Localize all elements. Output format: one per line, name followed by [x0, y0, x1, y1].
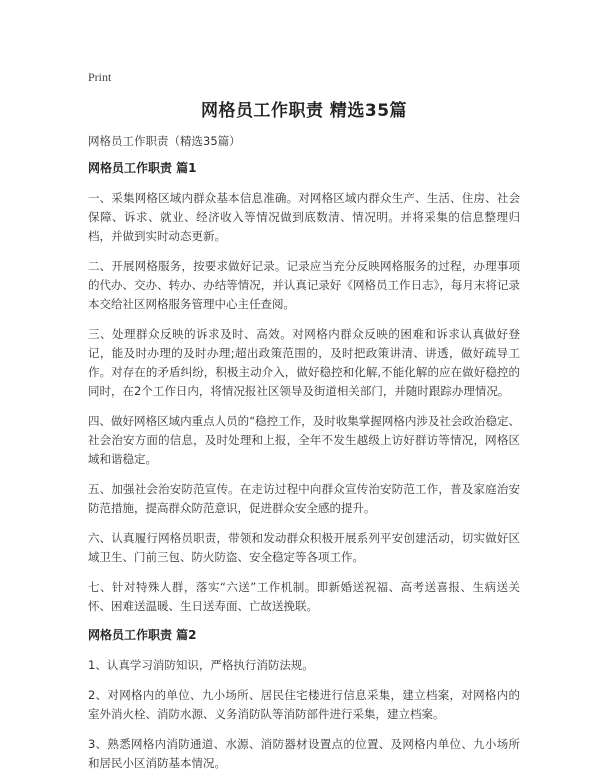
paragraph: 六、认真履行网格员职责，带领和发动群众积极开展系列平安创建活动，切实做好区域卫生、门前三包、防火防盗、安全稳定等各项工作。	[88, 531, 520, 564]
section-heading: 网格员工作职责 篇2	[88, 628, 197, 642]
paragraph: 二、开展网格服务，按要求做好记录。记录应当充分反映网格服务的过程，办理事项的代办、交办、转办、办结等情况，并认真记录好《网格员工作日志》，每月末将记录本交给社区网格服务管理中心主任查阅。	[88, 259, 520, 311]
document-body	[88, 160, 520, 784]
paragraph: 五、加强社会治安防范宣传。在走访过程中向群众宣传治安防范工作，普及家庭治安防范措施，提高群众防范意识，促进群众安全感的提升。	[88, 482, 520, 515]
paragraph: 四、做好网格区域内重点人员的“稳控工作，及时收集掌握网格内涉及社会政治稳定、社会治安方面的信息，及时处理和上报，全年不发生越级上访好群访等情况，网格区域和谐稳定。	[88, 414, 520, 466]
paragraph: 2、对网格内的单位、九小场所、居民住宅楼进行信息采集，建立档案，对网格内的室外消火栓、消防水源、义务消防队等消防部件进行采集，建立档案。	[88, 688, 520, 721]
document-title: 网格员工作职责 精选35篇	[200, 101, 408, 121]
section-1	[88, 160, 520, 616]
document-subtitle: 网格员工作职责（精选35篇）	[88, 134, 241, 148]
paragraph: 1、认真学习消防知识，严格执行消防法规。	[88, 658, 314, 672]
paragraph: 3、熟悉网格内消防通道、水源、消防器材设置点的位置、及网格内单位、九小场所和居民小区消防基本情况。	[88, 737, 520, 770]
print-link[interactable]: Print	[88, 70, 112, 84]
paragraph: 三、处理群众反映的诉求及时、高效。对网格内群众反映的困难和诉求认真做好登记，能及时办理的及时办理;超出政策范围的，及时把政策讲清、讲透，做好疏导工作。对存在的矛盾纠纷，积极主动介入，做好稳控和化解,不能化解的应在做好稳控的同时，在2个工作日内，将情况报社区领导及街道相关部门，并随时跟踪办理情况。	[88, 327, 520, 398]
section-2	[88, 627, 520, 773]
paragraph: 七、针对特殊人群，落实“六送”工作机制。即新婚送祝福、高考送喜报、生病送关怀、困难送温暖、生日送寿面、亡故送挽联。	[88, 580, 520, 613]
paragraph: 一、采集网格区域内群众基本信息准确。对网格区域内群众生产、生活、住房、社会保障、诉求、就业、经济收入等情况做到底数清、情况明。并将采集的信息整理归档，并做到实时动态更新。	[88, 191, 520, 243]
section-heading: 网格员工作职责 篇1	[88, 161, 197, 175]
